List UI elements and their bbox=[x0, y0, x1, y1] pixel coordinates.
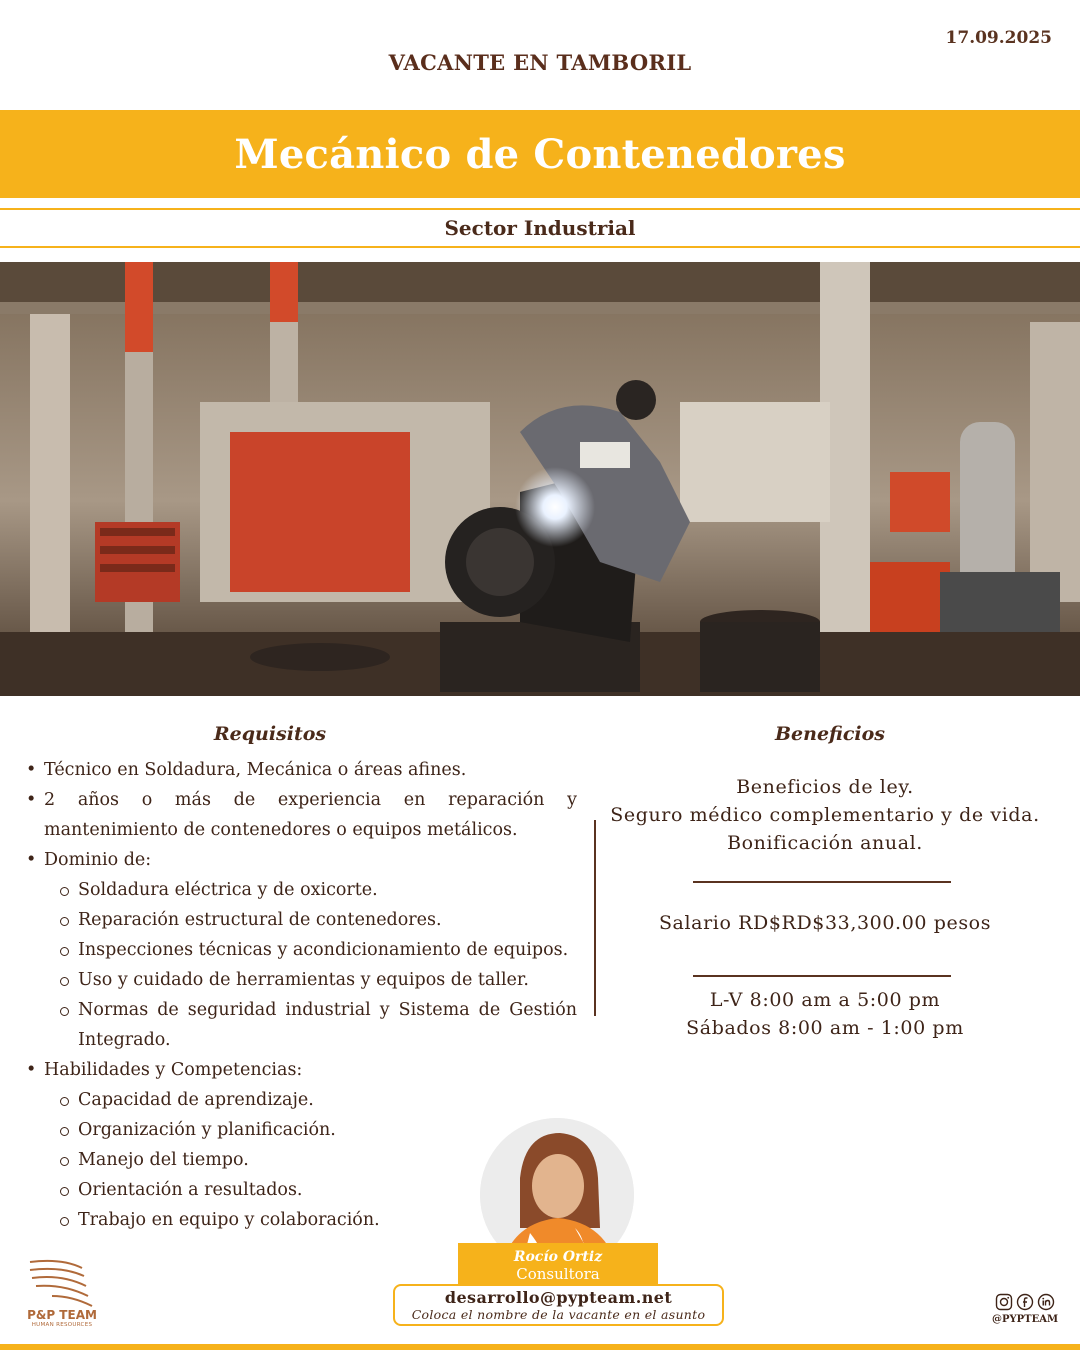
sector-label: Sector Industrial bbox=[0, 208, 1080, 248]
salary-text: Salario RD$RD$33,300.00 pesos bbox=[658, 912, 992, 934]
list-item: • Dominio de: bbox=[24, 845, 577, 875]
work-hours bbox=[600, 986, 1050, 1042]
list-subitem: Orientación a resultados. bbox=[24, 1175, 577, 1205]
column-divider bbox=[594, 820, 596, 1016]
hours-saturday: Sábados 8:00 am - 1:00 pm bbox=[686, 1017, 964, 1039]
social-handle: @PYPTEAM bbox=[991, 1314, 1059, 1325]
list-subitem: Trabajo en equipo y colaboración. bbox=[24, 1205, 577, 1235]
list-item: • Habilidades y Competencias: bbox=[24, 1055, 577, 1085]
divider bbox=[693, 975, 951, 977]
social-icons bbox=[995, 1293, 1059, 1313]
list-subitem: Normas de seguridad industrial y Sistema de Gestión Integrado. bbox=[24, 995, 577, 1055]
instagram-icon[interactable] bbox=[995, 1293, 1013, 1311]
email-subject-note: Coloca el nombre de la vacante en el asunto bbox=[411, 1307, 706, 1322]
list-subitem: Organización y planificación. bbox=[24, 1115, 577, 1145]
requirements-title: Requisitos bbox=[213, 723, 327, 745]
list-item: • 2 años o más de experiencia en reparación y mantenimiento de contenedores o equipos metálicos. bbox=[24, 785, 577, 845]
benefits-title: Beneficios bbox=[774, 723, 886, 745]
benefit-line: Bonificación anual. bbox=[727, 832, 923, 854]
vacancy-location: VACANTE EN TAMBORIL bbox=[388, 50, 692, 75]
benefits-list bbox=[600, 773, 1050, 857]
list-subitem: Uso y cuidado de herramientas y equipos de taller. bbox=[24, 965, 577, 995]
consultant-role: Consultora bbox=[516, 1265, 600, 1283]
list-subitem: Capacidad de aprendizaje. bbox=[24, 1085, 577, 1115]
consultant-name-box bbox=[458, 1243, 658, 1285]
post-date: 17.09.2025 bbox=[945, 28, 1052, 48]
bottom-accent-bar bbox=[0, 1344, 1080, 1350]
job-title: Mecánico de Contenedores bbox=[234, 130, 846, 178]
hours-weekdays: L-V 8:00 am a 5:00 pm bbox=[709, 989, 941, 1011]
benefit-line: Beneficios de ley. bbox=[736, 776, 914, 798]
list-subitem: Inspecciones técnicas y acondicionamiento de equipos. bbox=[24, 935, 577, 965]
list-subitem: Manejo del tiempo. bbox=[24, 1145, 577, 1175]
contact-email[interactable]: desarrollo@pypteam.net bbox=[444, 1288, 673, 1307]
facebook-icon[interactable] bbox=[1016, 1293, 1034, 1311]
company-logo bbox=[22, 1256, 102, 1330]
logo-text: P&P TEAM bbox=[27, 1308, 97, 1322]
title-banner bbox=[0, 110, 1080, 198]
divider bbox=[693, 881, 951, 883]
email-box bbox=[393, 1284, 724, 1326]
list-item: • Técnico en Soldadura, Mecánica o áreas afines. bbox=[24, 755, 577, 785]
linkedin-icon[interactable] bbox=[1037, 1293, 1055, 1311]
welding-workshop-photo bbox=[0, 262, 1080, 696]
benefit-line: Seguro médico complementario y de vida. bbox=[610, 804, 1040, 826]
list-subitem: Reparación estructural de contenedores. bbox=[24, 905, 577, 935]
consultant-name: Rocío Ortiz bbox=[513, 1249, 603, 1265]
logo-subtext: HUMAN RESOURCES bbox=[31, 1322, 93, 1328]
list-subitem: Soldadura eléctrica y de oxicorte. bbox=[24, 875, 577, 905]
